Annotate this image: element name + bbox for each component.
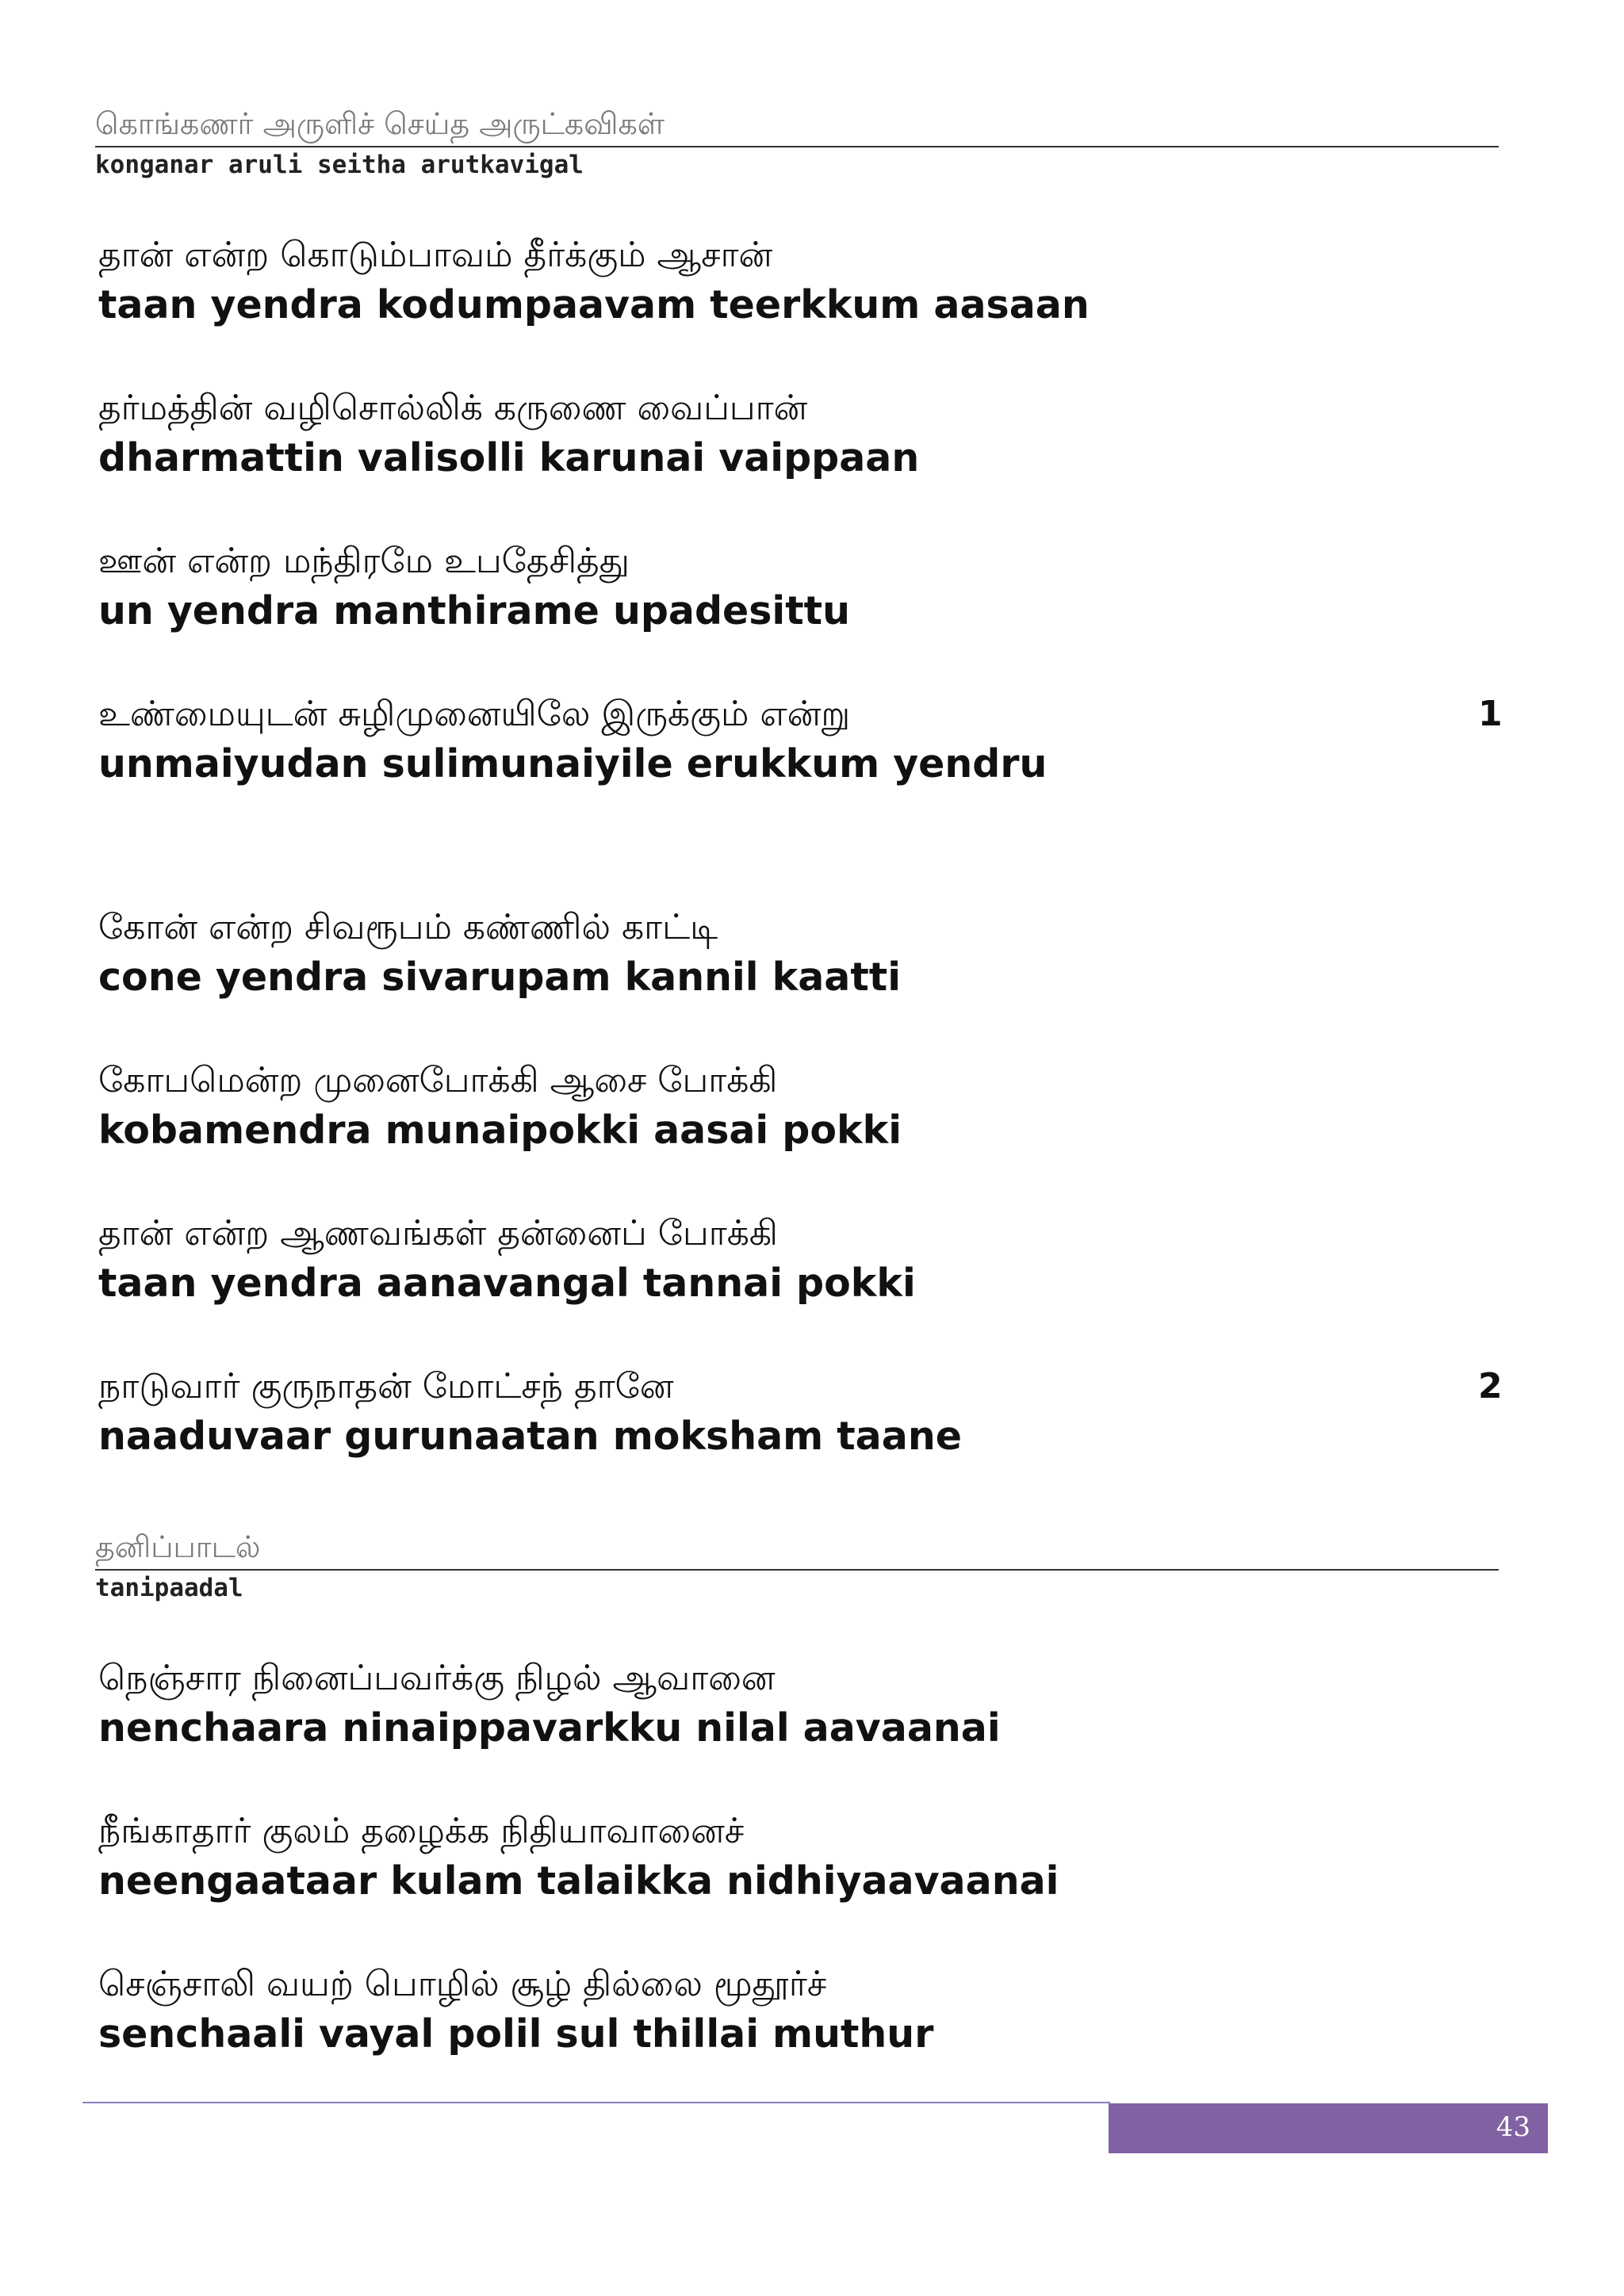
section-heading-tanipaadal bbox=[95, 1526, 1499, 1604]
verse-line bbox=[98, 904, 1446, 1004]
section-title-english: tanipaadal bbox=[95, 1574, 243, 1602]
tamil-line: தான் என்ற கொடும்பாவம் தீர்க்கும் ஆசான் bbox=[98, 235, 773, 275]
section-rule bbox=[95, 146, 1499, 147]
transliteration-line: nenchaara ninaippavarkku nilal aavaanai bbox=[98, 1705, 1001, 1751]
tamil-line: கோன் என்ற சிவரூபம் கண்ணில் காட்டி bbox=[98, 907, 718, 947]
verse-line bbox=[98, 691, 1503, 790]
verse-number: 2 bbox=[1478, 1366, 1503, 1406]
transliteration-line: unmaiyudan sulimunaiyile erukkum yendru bbox=[98, 741, 1048, 786]
tamil-line: தர்மத்தின் வழிசொல்லிக் கருணை வைப்பான் bbox=[98, 388, 808, 428]
transliteration-line: kobamendra munaipokki aasai pokki bbox=[98, 1108, 902, 1153]
tamil-line: நீங்காதார் குலம் தழைக்க நிதியாவானைச் bbox=[98, 1811, 745, 1851]
tamil-line: நெஞ்சார நினைப்பவர்க்கு நிழல் ஆவானை bbox=[98, 1658, 776, 1698]
section-title-tamil: தனிப்பாடல் bbox=[95, 1529, 261, 1564]
transliteration-line: taan yendra aanavangal tannai pokki bbox=[98, 1261, 916, 1306]
section-rule bbox=[95, 1569, 1499, 1571]
verse-line bbox=[98, 1655, 1446, 1755]
verse-line bbox=[98, 1961, 1446, 2061]
section-title-tamil: கொங்கணர் அருளிச் செய்த அருட்கவிகள் bbox=[95, 106, 665, 141]
transliteration-line: dharmattin valisolli karunai vaippaan bbox=[98, 435, 920, 480]
verse-line bbox=[98, 1210, 1446, 1310]
footer-rule bbox=[82, 2102, 1110, 2103]
verse-line bbox=[98, 385, 1446, 484]
tamil-line: உண்மையுடன் சுழிமுனையிலே இருக்கும் என்று bbox=[98, 694, 851, 734]
tamil-line: கோபமென்ற முனைபோக்கி ஆசை போக்கி bbox=[98, 1060, 778, 1100]
transliteration-line: senchaali vayal polil sul thillai muthur bbox=[98, 2011, 934, 2057]
section-heading-konganar bbox=[95, 103, 1499, 181]
tamil-line: ஊன் என்ற மந்திரமே உபதேசித்து bbox=[98, 541, 630, 581]
page-number: 43 bbox=[1496, 2111, 1530, 2143]
transliteration-line: taan yendra kodumpaavam teerkkum aasaan bbox=[98, 282, 1090, 327]
transliteration-line: neengaataar kulam talaikka nidhiyaavaanai bbox=[98, 1858, 1059, 1904]
section-title-english: konganar aruli seitha arutkavigal bbox=[95, 151, 584, 179]
transliteration-line: cone yendra sivarupam kannil kaatti bbox=[98, 955, 902, 1000]
tamil-line: செஞ்சாலி வயற் பொழில் சூழ் தில்லை மூதூர்ச் bbox=[98, 1964, 827, 2004]
verse-line bbox=[98, 1808, 1446, 1908]
verse-number: 1 bbox=[1478, 694, 1503, 734]
transliteration-line: un yendra manthirame upadesittu bbox=[98, 588, 850, 633]
verse-line bbox=[98, 1363, 1503, 1463]
verse-line bbox=[98, 538, 1446, 637]
tamil-line: நாடுவார் குருநாதன் மோட்சந் தானே bbox=[98, 1366, 674, 1406]
page-number-box bbox=[1109, 2103, 1548, 2153]
verse-line bbox=[98, 1057, 1446, 1157]
transliteration-line: naaduvaar gurunaatan moksham taane bbox=[98, 1414, 962, 1459]
verse-line bbox=[98, 232, 1446, 331]
tamil-line: தான் என்ற ஆணவங்கள் தன்னைப் போக்கி bbox=[98, 1213, 778, 1253]
